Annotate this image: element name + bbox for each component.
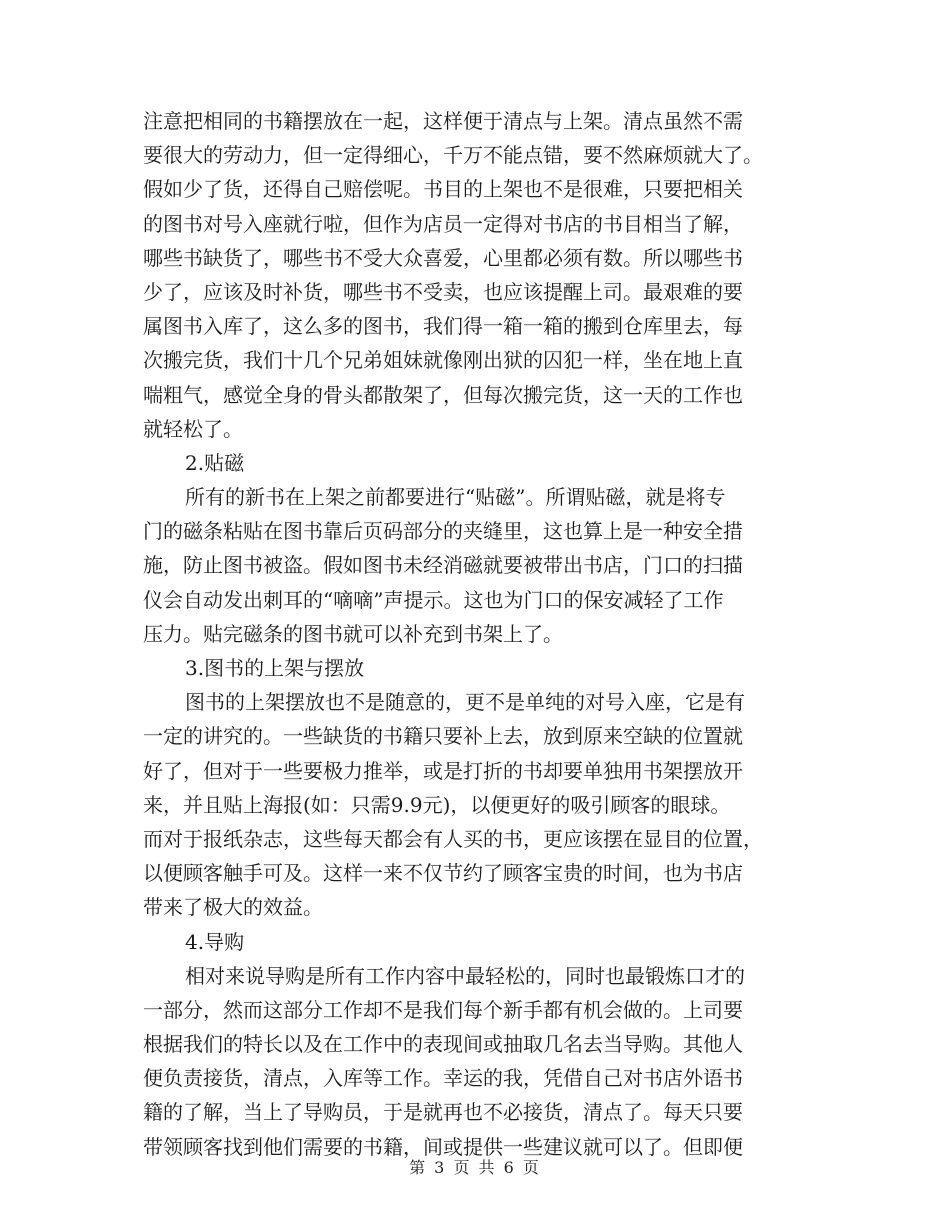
text-line: 喘粗气，感觉全身的骨头都散架了，但每次搬完货，这一天的工作也 [143, 382, 743, 407]
text-line: 便负责接货，清点，入库等工作。幸运的我，凭借自己对书店外语书 [143, 1066, 743, 1091]
text-line: 施，防止图书被盗。假如图书未经消磁就要被带出书店，门口的扫描 [143, 553, 743, 578]
text-line: 3.图书的上架与摆放 [185, 656, 365, 680]
text-line: 假如少了货，还得自己赔偿呢。书目的上架也不是很难，只要把相关 [143, 177, 743, 202]
text-line: 4.导购 [185, 929, 245, 954]
text-line: 就轻松了。 [143, 416, 243, 441]
text-line: 哪些书缺货了，哪些书不受大众喜爱，心里都必须有数。所以哪些书 [143, 245, 743, 270]
text-line: 而对于报纸杂志，这些每天都会有人买的书，更应该摆在显目的位置， [143, 826, 763, 851]
text-line: 2.贴磁 [185, 450, 245, 475]
text-line: 图书的上架摆放也不是随意的，更不是单纯的对号入座，它是有 [185, 690, 745, 715]
text-line: 属图书入库了，这么多的图书，我们得一箱一箱的搬到仓库里去，每 [143, 314, 743, 339]
text-line: 次搬完货，我们十几个兄弟姐妹就像刚出狱的囚犯一样，坐在地上直 [143, 348, 743, 373]
text-line: 好了，但对于一些要极力推举，或是打折的书却要单独用书架摆放开 [143, 758, 743, 783]
document-body [143, 104, 803, 1164]
text-line: 门的磁条粘贴在图书靠后页码部分的夹缝里，这也算上是一种安全措 [143, 519, 743, 544]
text-line: 的图书对号入座就行啦，但作为店员一定得对书店的书目相当了解， [143, 211, 743, 236]
text-line: 相对来说导购是所有工作内容中最轻松的，同时也最锻炼口才的 [185, 963, 745, 988]
text-line: 要很大的劳动力，但一定得细心，千万不能点错，要不然麻烦就大了。 [143, 143, 763, 168]
text-line: 注意把相同的书籍摆放在一起，这样便于清点与上架。清点虽然不需 [143, 109, 743, 133]
text-line: 以便顾客触手可及。这样一来不仅节约了顾客宝贵的时间，也为书店 [143, 861, 743, 886]
text-line: 仪会自动发出刺耳的“嘀嘀”声提示。这也为门口的保安减轻了工作 [143, 587, 724, 612]
text-line: 一定的讲究的。一些缺货的书籍只要补上去，放到原来空缺的位置就 [143, 724, 743, 749]
text-line: 压力。贴完磁条的图书就可以补充到书架上了。 [143, 621, 563, 646]
text-line: 带来了极大的效益。 [143, 895, 323, 920]
text-line: 籍的了解，当上了导购员，于是就再也不必接货，清点了。每天只要 [143, 1100, 743, 1125]
page-number-footer: 第 3 页 共 6 页 [409, 1158, 541, 1177]
text-line: 一部分，然而这部分工作却不是我们每个新手都有机会做的。上司要 [143, 997, 743, 1022]
text-line: 所有的新书在上架之前都要进行“贴磁”。所谓贴磁，就是将专 [185, 485, 726, 510]
text-line: 来，并且贴上海报(如：只需9.9元)，以便更好的吸引顾客的眼球。 [143, 792, 731, 817]
text-line: 根据我们的特长以及在工作中的表现间或抽取几名去当导购。其他人 [143, 1032, 743, 1057]
text-line: 带领顾客找到他们需要的书籍，间或提供一些建议就可以了。但即便 [143, 1134, 743, 1159]
text-line: 少了，应该及时补货，哪些书不受卖，也应该提醒上司。最艰难的要 [143, 279, 743, 304]
